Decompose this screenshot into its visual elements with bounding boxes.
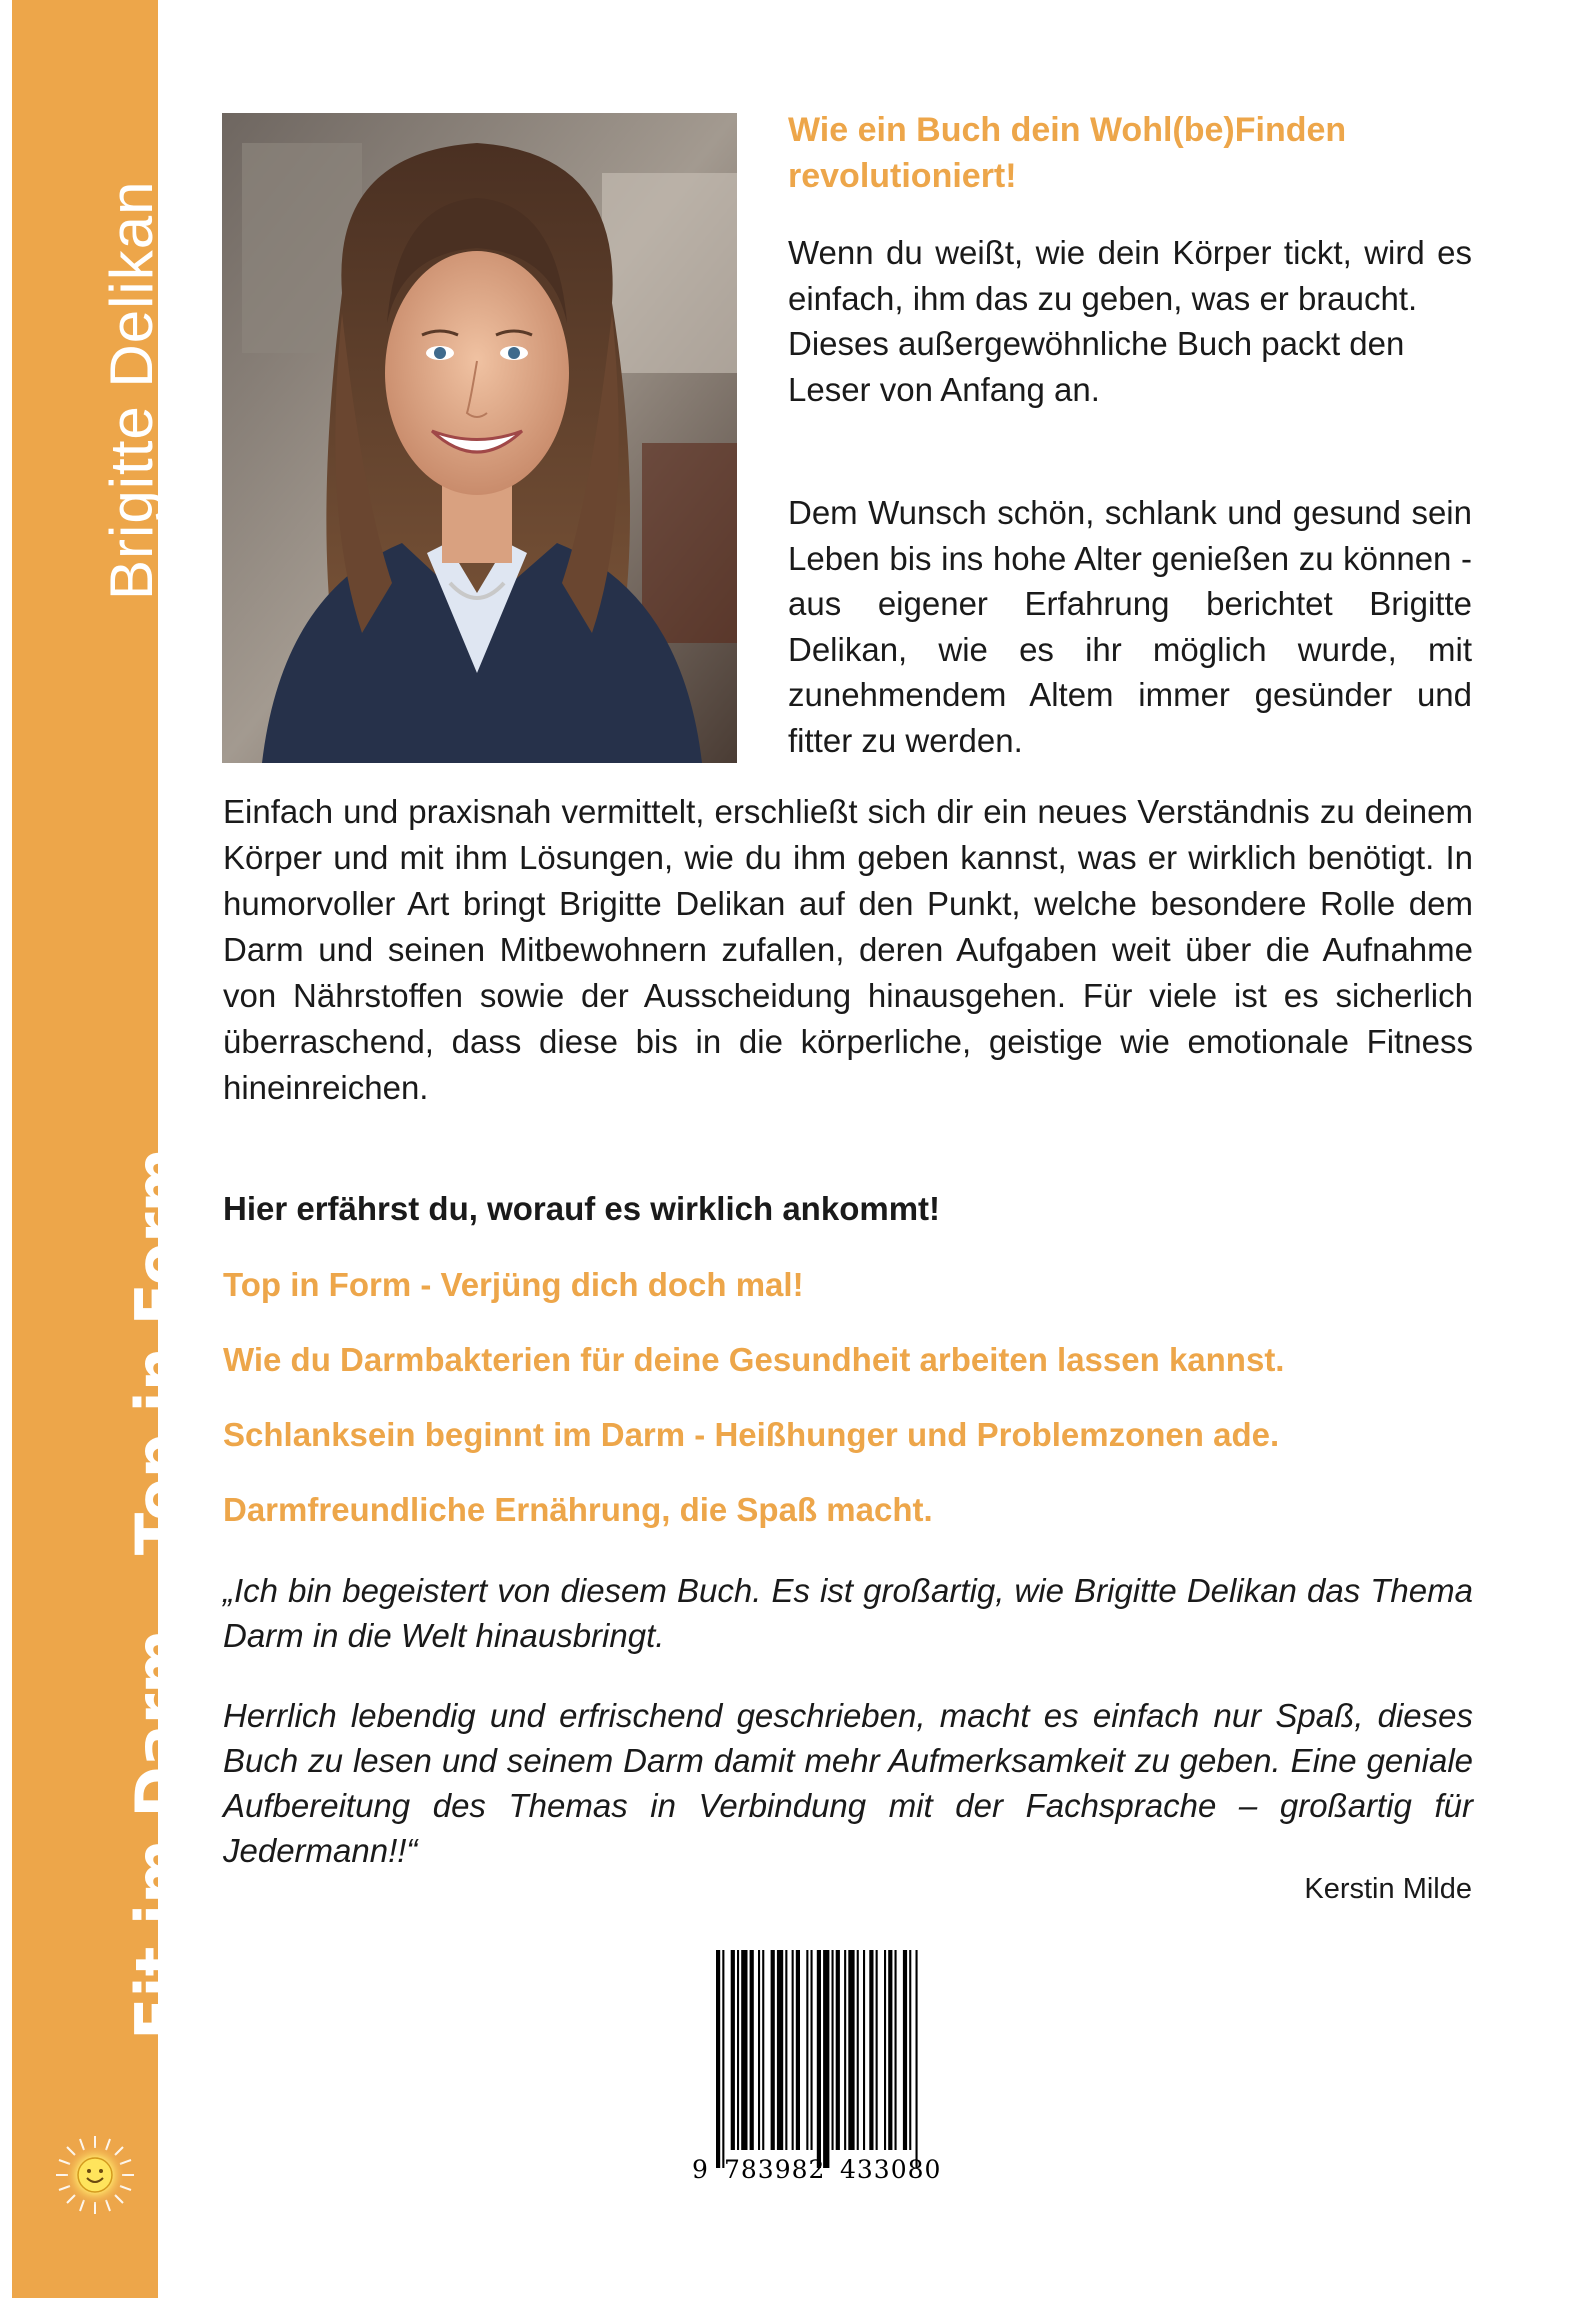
testimonial-author: Kerstin Milde	[1304, 1873, 1472, 1905]
barcode-bar	[903, 1950, 907, 2150]
barcode-bar	[771, 1950, 775, 2150]
spine-book-title: Fit im Darm – Top in Form	[122, 1147, 195, 2040]
barcode-bar	[811, 1950, 813, 2150]
barcode-bar	[796, 1950, 800, 2150]
intro-line-2: Dieses außergewöhnliche Buch packt den Leser von Anfang an.	[788, 325, 1405, 408]
barcode-digits-group-1: 783982	[724, 2155, 826, 2184]
barcode-bar	[722, 1950, 724, 2168]
isbn-barcode	[688, 1950, 978, 2185]
barcode-bar	[823, 1950, 829, 2168]
barcode-bar	[777, 1950, 783, 2150]
barcode-bar	[716, 1950, 720, 2168]
barcode-bar	[916, 1950, 918, 2168]
barcode-bar	[876, 1950, 878, 2150]
barcode-bar	[731, 1950, 735, 2150]
body-paragraph: Einfach und praxisnah vermittelt, erschließt sich dir ein neues Verständnis zu deinem Körper und mit ihm Lösungen, wie du ihm geben kannst, was er wirklich benötigt. In humorvoller Art bringt Brigitte Delikan auf den Punkt, welche besondere Rolle dem Darm und seinen Mitbewohnern zufallen, deren Aufgaben weit über die Aufnahme von Nährstoffen sowie der Ausscheidung hinausgehen. Für viele ist es sicherlich überraschend, dass diese bis in die körperliche, geistige wie emotionale Fitness hineinreichen.	[223, 793, 1473, 1106]
barcode-bar	[895, 1950, 897, 2150]
highlight-heading: Hier erfährst du, worauf es wirklich ankommt!	[223, 1190, 941, 1227]
highlight-item-1: Top in Form - Verjüng dich doch mal!	[223, 1266, 804, 1303]
barcode-bar	[762, 1950, 764, 2150]
barcode-bar	[741, 1950, 747, 2150]
barcode-bar	[832, 1950, 834, 2150]
intro-line-1: Wenn du weißt, wie dein Körper tickt, wird es einfach, ihm das zu geben, was er braucht.	[788, 234, 1472, 317]
author-portrait-photo	[222, 113, 737, 763]
barcode-bar	[848, 1950, 854, 2150]
highlight-item-3: Schlanksein beginnt im Darm - Heißhunger und Problemzonen ade.	[223, 1416, 1280, 1453]
book-spine	[12, 0, 195, 2298]
barcode-bar	[888, 1950, 892, 2150]
barcode-bar	[844, 1950, 846, 2150]
barcode-bar	[806, 1950, 808, 2150]
barcode-bar	[869, 1950, 873, 2150]
highlight-item-4: Darmfreundliche Ernährung, die Spaß macht.	[223, 1491, 933, 1528]
barcode-bar	[792, 1950, 794, 2150]
barcode-bar	[785, 1950, 787, 2150]
barcode-bar	[884, 1950, 886, 2150]
barcode-bar	[836, 1950, 840, 2150]
barcode-bar	[857, 1950, 859, 2150]
barcode-digit-first: 9	[692, 2155, 708, 2184]
highlight-item-2: Wie du Darmbakterien für deine Gesundheit arbeiten lassen kannst.	[223, 1341, 1285, 1378]
testimonial-quote-1: „Ich bin begeistert von diesem Buch. Es ist großartig, wie Brigitte Delikan das Thema Darm in die Welt hinausbringt.	[223, 1572, 1473, 1654]
spine-author-name: Brigitte Delikan	[98, 180, 165, 600]
barcode-bar	[750, 1950, 754, 2150]
barcode-bar	[863, 1950, 865, 2150]
barcode-bar	[817, 1950, 821, 2168]
barcode-bar	[758, 1950, 760, 2150]
testimonial-quote-2: Herrlich lebendig und erfrischend geschrieben, macht es einfach nur Spaß, dieses Buch zu lesen und seinem Darm damit mehr Aufmerksamkeit zu geben. Eine geniale Aufbereitung des Themas in Verbindung mit der Fachsprache – großartig für Jedermann!!“	[223, 1697, 1473, 1869]
intro-paragraph-1	[788, 230, 1472, 412]
barcode-bar	[737, 1950, 739, 2150]
barcode-bar	[909, 1950, 911, 2150]
headline: Wie ein Buch dein Wohl(be)Finden revolutioniert!	[788, 111, 1347, 195]
smiling-sun-icon	[54, 2134, 136, 2216]
barcode-digits-group-2: 433080	[840, 2155, 942, 2184]
intro-paragraph-2: Dem Wunsch schön, schlank und gesund sein Leben bis ins hohe Alter genießen zu können - aus eigener Erfahrung berichtet Brigitte Delikan, wie es ihr möglich wurde, mit zunehmendem Altem immer gesünder und fitter zu werden.	[788, 494, 1472, 759]
